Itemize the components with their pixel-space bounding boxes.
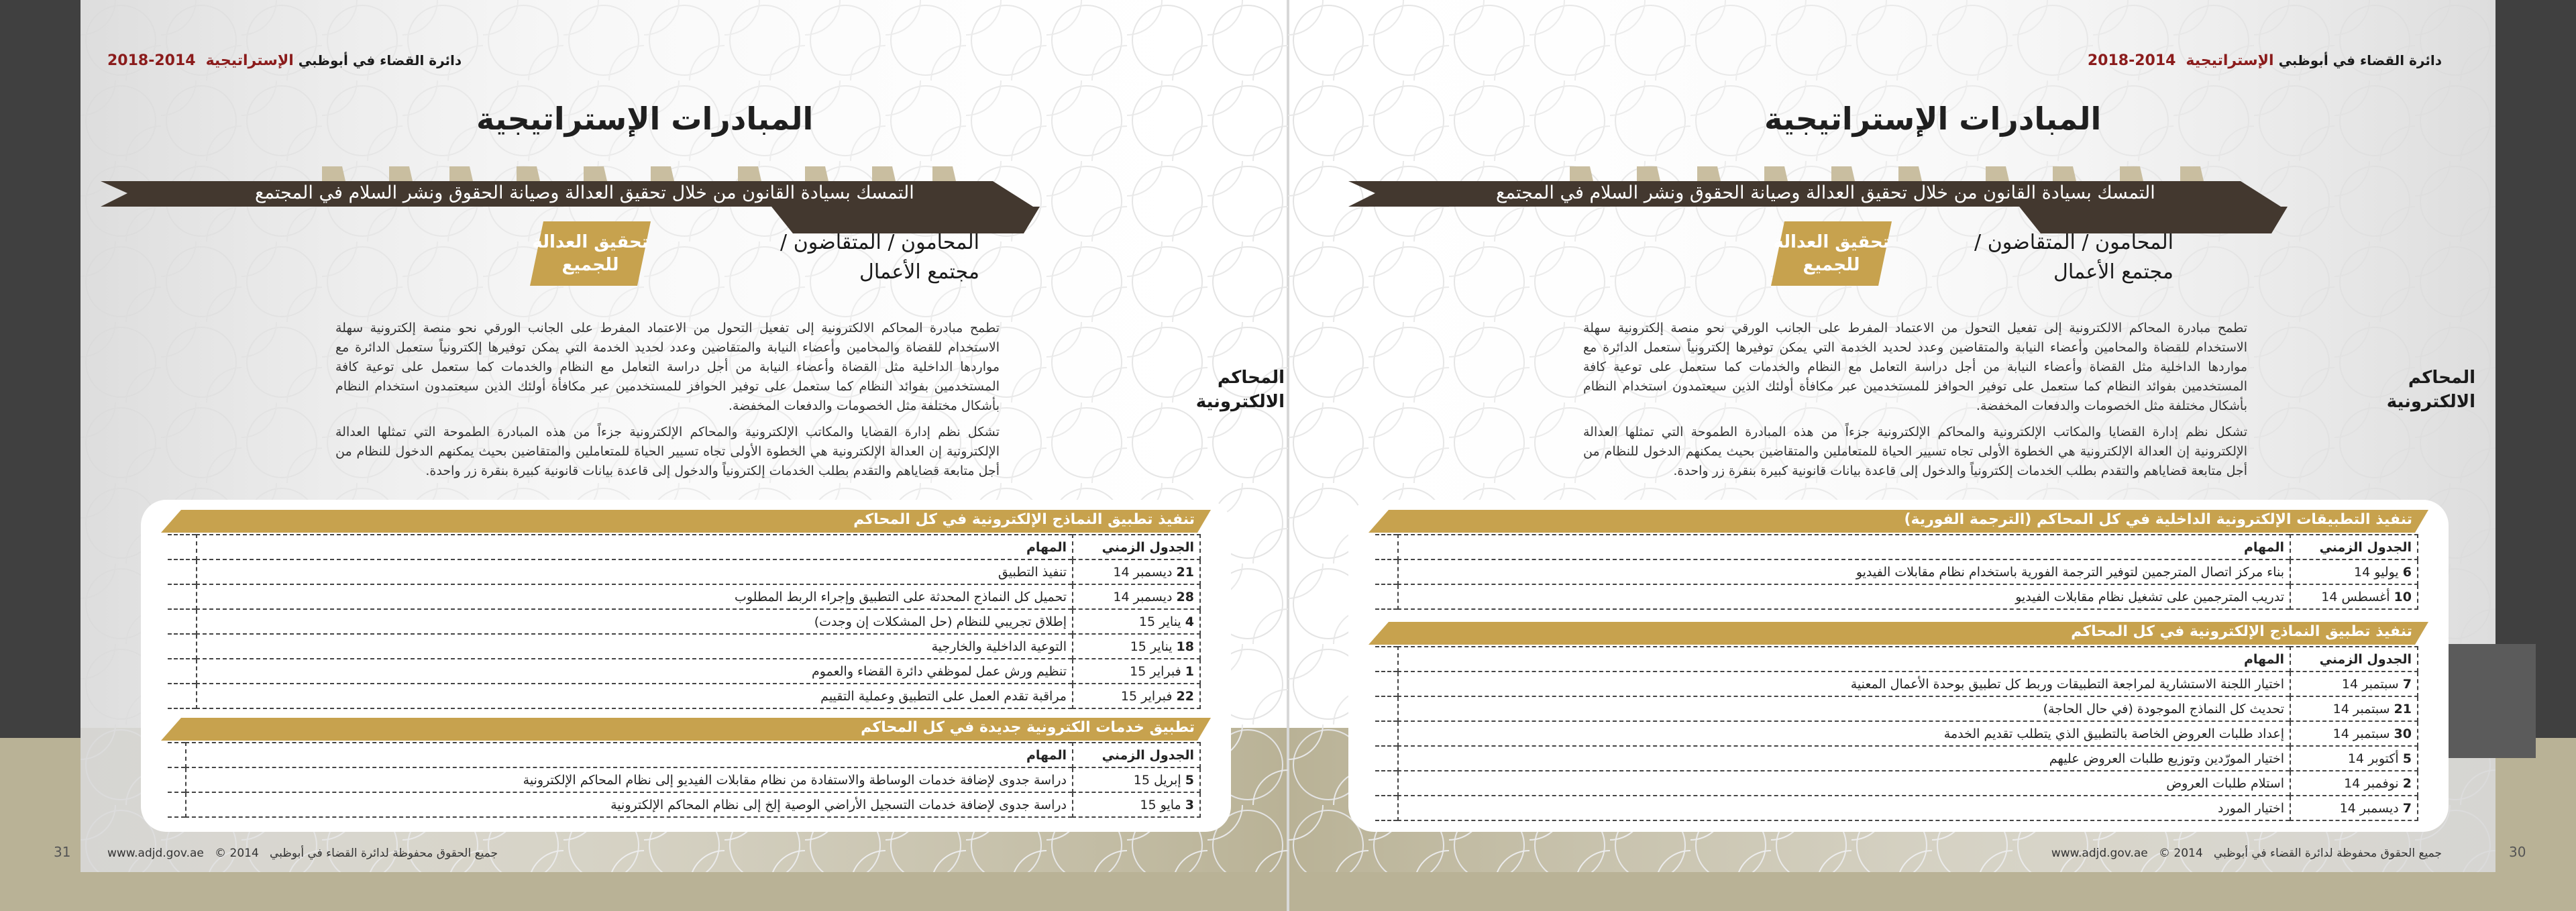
- audience: [780, 228, 979, 287]
- table-row: 1 فبراير 15 تنظيم ورش عمل لموظفي دائرة القضاء والعموم: [168, 659, 1200, 684]
- badge-line-1: تحقيق العدالة: [1773, 232, 1890, 252]
- table-row: 3 مايو 15 دراسة جدوى لإضافة خدمات التسجيل الأراضي الوصية إلخ إلى نظام المحاكم الإلكترونية: [168, 792, 1200, 817]
- table-row: 18 يناير 15 التوعية الداخلية والخارجية: [168, 634, 1200, 659]
- table-row: 21 سبتمبر 14 تحديث كل النماذج الموجودة (في حال الحاجة): [1375, 696, 2418, 721]
- running-header: [107, 52, 462, 69]
- right-page: [1288, 0, 2526, 911]
- header-years: 2014-2018: [2087, 52, 2176, 69]
- paragraph-2: تشكل نظم إدارة القضايا والمكاتب الإلكترونية والمحاكم الإلكترونية جزءاً من هذه المبادرة الطموحة التي تمثلها العدالة الإلكترونية إن العدالة الإلكترونية هي الخطوة الأولى تجاه تسيير الحياة للمتعاملين والمتقاضين بحيث يمكنهم الدخول للنظام من أجل متابعة قضاياهم والتقدم بطلب الخدمات إلكترونياً والدخول إلى قاعدة بيانات قانونية كبيرة بنقرة زر واحدة.: [335, 425, 1000, 478]
- side-label: [1196, 366, 1285, 414]
- badge-line-1: تحقيق العدالة: [532, 232, 649, 252]
- timeline-table-2: [168, 742, 1201, 818]
- footer-left: [107, 847, 498, 860]
- col-time-header: الجدول الزمني: [2290, 647, 2418, 672]
- header-org: دائرة القضاء في أبوظبي: [2278, 52, 2442, 68]
- badge-line-2: للجميع: [1803, 255, 1860, 275]
- table-header-row: [168, 743, 1200, 767]
- footer-url: www.adjd.gov.ae: [107, 847, 204, 860]
- col-spacer: [168, 535, 197, 559]
- page-title: المبادرات الإستراتيجية: [1764, 101, 2102, 137]
- footer-right: [2051, 847, 2442, 860]
- section-header-2: [1368, 622, 2428, 645]
- timeline-table-2: [1375, 646, 2418, 821]
- table-row: 4 يناير 15 إطلاق تجريبي للنظام (حل المشكلات إن وجدت): [168, 609, 1200, 634]
- col-tasks-header: المهام: [1398, 647, 2290, 672]
- strategy-banner-text: التمسك بسيادة القانون من خلال تحقيق العدالة وصيانة الحقوق ونشر السلام في المجتمع: [1496, 182, 2155, 203]
- footer-copy: © 2014: [215, 847, 259, 860]
- col-tasks-header: المهام: [186, 743, 1073, 767]
- audience-line-1: المحامون / المتقاضون /: [780, 231, 979, 254]
- col-time-header: الجدول الزمني: [2290, 535, 2418, 559]
- timeline-table-1: [168, 534, 1201, 709]
- left-page: [54, 0, 1288, 911]
- col-time-header: الجدول الزمني: [1073, 535, 1200, 559]
- justice-badge: [530, 221, 651, 286]
- section-header-1: [1368, 510, 2428, 533]
- side-label-line-1: المحاكم: [2408, 368, 2475, 388]
- side-label: [2387, 366, 2475, 414]
- running-header: [2088, 52, 2442, 69]
- page-number-right: 30: [2509, 844, 2526, 860]
- table-row: 7 سبتمبر 14 اختيار اللجنة الاستشارية لمراجعة التطبيقات وربط كل تطبيق بوحدة الأعمال المعنية: [1375, 672, 2418, 696]
- page-title: المبادرات الإستراتيجية: [476, 101, 814, 137]
- table-row: 5 أكتوبر 14 اختيار المورّدين وتوزيع طلبات العروض عليهم: [1375, 746, 2418, 771]
- table-row: 21 ديسمبر 14 تنفيذ التطبيق: [168, 559, 1200, 584]
- side-label-line-1: المحاكم: [1217, 368, 1285, 388]
- strategy-banner-text: التمسك بسيادة القانون من خلال تحقيق العدالة وصيانة الحقوق ونشر السلام في المجتمع: [255, 182, 914, 203]
- audience-line-2: مجتمع الأعمال: [859, 260, 979, 284]
- footer-rights: جميع الحقوق محفوظة لدائرة القضاء في أبوظبي: [2213, 847, 2442, 860]
- timeline-table-1: [1375, 534, 2418, 610]
- audience-line-1: المحامون / المتقاضون /: [1974, 231, 2174, 254]
- paragraph-2: تشكل نظم إدارة القضايا والمكاتب الإلكترونية والمحاكم الإلكترونية جزءاً من هذه المبادرة الطموحة التي تمثلها العدالة الإلكترونية إن العدالة الإلكترونية هي الخطوة الأولى تجاه تسيير الحياة للمتعاملين والمتقاضين بحيث يمكنهم الدخول للنظام من أجل متابعة قضاياهم والتقدم بطلب الخدمات إلكترونياً والدخول إلى قاعدة بيانات قانونية كبيرة بنقرة زر واحدة.: [1583, 425, 2247, 478]
- paragraph-1: تطمح مبادرة المحاكم الالكترونية إلى تفعيل التحول من الاعتماد المفرط على الجانب الورقي نحو منصة إلكترونية سهلة الاستخدام للقضاة والمحامين وأعضاء النيابة والمتقاضين وعدد لحديد الخدمة التي يمكن توفيرها إلكترونياً ستعمل الدائرة مع مواردها الداخلية مثل القضاة وأعضاء النيابة من أجل دراسة التعامل مع النظام والخدمات كما ستعمل على توعية كافة المستخدمين بفوائد النظام كما ستعمل على توفير الحوافز للمستخدمين عبر مكافأة أولئك الذين سيعتمدون استخدام النظام بأشكال مختلفة مثل الخصومات والدفعات المخفضة.: [335, 321, 1000, 413]
- page-number-left: 31: [54, 844, 71, 860]
- header-org: دائرة القضاء في أبوظبي: [298, 52, 462, 68]
- section-title-1: تنفيذ تطبيق النماذج الإلكترونية في كل المحاكم: [853, 511, 1195, 528]
- table-header-row: [1375, 535, 2418, 559]
- table-row: 5 إبريل 15 دراسة جدوى لإضافة خدمات الوساطة والاستفادة من نظام مقابلات الفيديو إلى نظام المحاكم الإلكترونية: [168, 767, 1200, 792]
- col-tasks-header: المهام: [1398, 535, 2290, 559]
- audience-line-2: مجتمع الأعمال: [2053, 260, 2174, 284]
- table-header-row: [1375, 647, 2418, 672]
- section-title-2: تنفيذ تطبيق النماذج الإلكترونية في كل المحاكم: [2071, 623, 2412, 640]
- paragraph-1: تطمح مبادرة المحاكم الالكترونية إلى تفعيل التحول من الاعتماد المفرط على الجانب الورقي نحو منصة إلكترونية سهلة الاستخدام للقضاة والمحامين وأعضاء النيابة والمتقاضين وعدد لحديد الخدمة التي يمكن توفيرها إلكترونياً ستعمل الدائرة مع مواردها الداخلية مثل القضاة وأعضاء النيابة من أجل دراسة التعامل مع النظام والخدمات كما ستعمل على توعية كافة المستخدمين بفوائد النظام كما ستعمل على توفير الحوافز للمستخدمين عبر مكافأة أولئك الذين سيعتمدون استخدام النظام بأشكال مختلفة مثل الخصومات والدفعات المخفضة.: [1583, 321, 2247, 413]
- section-title-2: تطبيق خدمات الكترونية جديدة في كل المحاكم: [861, 719, 1195, 736]
- header-strategy: الإستراتيجية: [205, 52, 294, 69]
- header-years: 2014-2018: [107, 52, 196, 69]
- table-row: 10 أغسطس 14 تدريب المترجمين على تشغيل نظام مقابلات الفيديو: [1375, 584, 2418, 609]
- table-row: 30 سبتمبر 14 إعداد طلبات العروض الخاصة بالتطبيق الذي يتطلب تقديم الخدمة: [1375, 721, 2418, 746]
- right-dark-margin: [2496, 0, 2576, 738]
- table-row: 28 ديسمبر 14 تحميل كل النماذج المحدثة على التطبيق وإجراء الربط المطلوب: [168, 584, 1200, 609]
- header-strategy: الإستراتيجية: [2186, 52, 2274, 69]
- audience: [1974, 228, 2174, 287]
- section-title-1: تنفيذ التطبيقات الإلكترونية الداخلية في كل المحاكم (الترجمة الفورية): [1904, 511, 2412, 528]
- left-dark-margin: [0, 0, 80, 738]
- justice-badge: [1771, 221, 1892, 286]
- table-header-row: [168, 535, 1200, 559]
- side-label-line-2: الالكترونية: [2386, 392, 2475, 412]
- table-row: 7 ديسمبر 14 اختيار المورد: [1375, 796, 2418, 820]
- section-header-2: [161, 718, 1211, 741]
- table-row: 6 يوليو 14 بناء مركز اتصال المترجمين لتوفير الترجمة الفورية باستخدام نظام مقابلات الفيديو: [1375, 559, 2418, 584]
- table-row: 22 فبراير 15 مراقبة تقدم العمل على التطبيق وعملية التقييم: [168, 684, 1200, 708]
- footer-rights: جميع الحقوق محفوظة لدائرة القضاء في أبوظبي: [270, 847, 498, 860]
- table-row: 2 نوفمبر 14 استلام طلبات العروض: [1375, 771, 2418, 796]
- badge-line-2: للجميع: [561, 255, 619, 275]
- footer-copy: © 2014: [2158, 847, 2203, 860]
- footer-url: www.adjd.gov.ae: [2051, 847, 2148, 860]
- col-tasks-header: المهام: [197, 535, 1073, 559]
- side-label-line-2: الالكترونية: [1195, 392, 1285, 412]
- col-time-header: الجدول الزمني: [1073, 743, 1200, 767]
- section-header-1: [161, 510, 1211, 533]
